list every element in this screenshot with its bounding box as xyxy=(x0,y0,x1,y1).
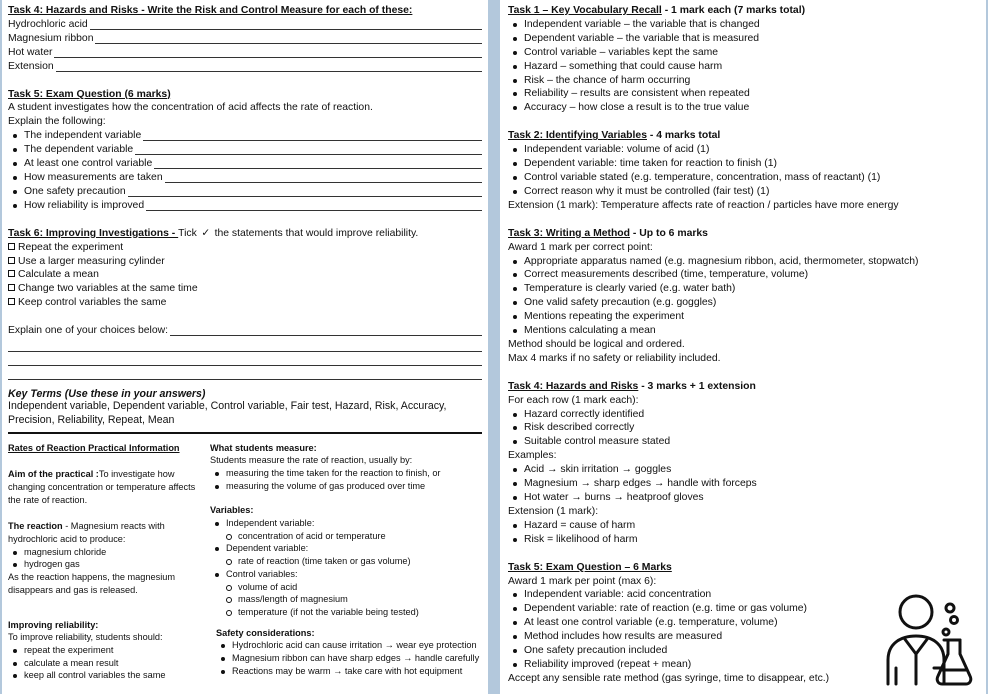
task5-row[interactable]: At least one control variable xyxy=(8,157,482,171)
key-terms-text: Independent variable, Dependent variable, Control variable, Fair test, Hazard, Risk, Accuracy, Precision, Reliability, Repeat, Mean xyxy=(8,399,447,426)
reliability-list xyxy=(8,644,210,682)
t3-heading: Task 3: Writing a Method - Up to 6 marks xyxy=(508,227,708,239)
list-item: calculate a mean result xyxy=(8,657,210,670)
scientist-icon xyxy=(882,588,974,686)
task6-option[interactable]: Repeat the experiment xyxy=(8,241,482,255)
task6-option[interactable]: Change two variables at the same time xyxy=(8,282,482,296)
list-item: Dependent variable: rate of reaction (e.g. time or gas volume) xyxy=(508,602,980,616)
t1-heading: Task 1 – Key Vocabulary Recall - 1 mark each (7 marks total) xyxy=(508,5,806,16)
list-item: keep all control variables the same xyxy=(8,669,210,682)
task5-intro: A student investigates how the concentration of acid affects the rate of reaction. xyxy=(8,102,373,114)
task6-explain-row[interactable]: Explain one of your choices below: xyxy=(8,324,482,338)
variables-list xyxy=(210,542,480,555)
info-column-2 xyxy=(210,442,480,683)
list-item: Hazard = cause of harm xyxy=(508,519,980,533)
list-item: Control variable stated (e.g. temperature, concentration, mass of reactant) (1) xyxy=(508,171,980,185)
worksheet-page xyxy=(2,0,488,694)
list-item: Appropriate apparatus named (e.g. magnesium ribbon, acid, thermometer, stopwatch) xyxy=(508,255,980,269)
list-item: Dependent variable – the variable that is measured xyxy=(508,32,980,46)
task6-option[interactable]: Calculate a mean xyxy=(8,268,482,282)
task5-instruction: Explain the following: xyxy=(8,116,106,128)
reliability-intro: To improve reliability, students should: xyxy=(8,632,163,643)
list-item: Independent variable – the variable that is changed xyxy=(508,18,980,32)
list-item: Accuracy – how close a result is to the true value xyxy=(508,101,980,115)
list-item: One safety precaution included xyxy=(508,644,980,658)
list-item: temperature (if not the variable being tested) xyxy=(210,606,480,619)
t3-note: Method should be logical and ordered. xyxy=(508,338,685,350)
list-item: Reliability improved (repeat + mean) xyxy=(508,658,980,672)
mark-scheme-page xyxy=(500,0,986,694)
list-item: Independent variable: acid concentration xyxy=(508,588,980,602)
checkbox[interactable] xyxy=(8,243,15,250)
t4-list xyxy=(508,408,980,450)
sub-list xyxy=(210,555,480,568)
reaction: The reaction - Magnesium reacts with hydrochloric acid to produce: xyxy=(8,521,165,545)
products-list xyxy=(8,546,210,571)
task4-row[interactable]: Hydrochloric acid xyxy=(8,18,482,32)
reliability-title: Improving reliability: xyxy=(8,619,99,630)
t4-extension-label: Extension (1 mark): xyxy=(508,505,599,517)
t3-note: Max 4 marks if no safety or reliability included. xyxy=(508,352,721,364)
t1-list xyxy=(508,18,980,115)
task5-row[interactable]: How measurements are taken xyxy=(8,171,482,185)
t2-extension: Extension (1 mark): Temperature affects rate of reaction / particles have more energy xyxy=(508,199,899,211)
list-item: Independent variable: xyxy=(210,517,480,530)
t2-list xyxy=(508,143,980,199)
list-item: Risk described correctly xyxy=(508,421,980,435)
list-item: repeat the experiment xyxy=(8,644,210,657)
aim: Aim of the practical :To investigate how changing concentration or temperature affects the rate of reaction. xyxy=(8,469,196,505)
t3-intro: Award 1 mark per correct point: xyxy=(508,241,653,253)
list-item: Control variable – variables kept the same xyxy=(508,46,980,60)
task5-list xyxy=(8,129,482,212)
t5-title: Task 5: Exam Question – 6 Marks xyxy=(508,561,672,573)
sub-list xyxy=(210,581,480,619)
list-item: magnesium chloride xyxy=(8,546,210,559)
tick-icon: ✓ xyxy=(201,227,211,239)
task5-row[interactable]: The dependent variable xyxy=(8,143,482,157)
safety-title: Safety considerations: xyxy=(216,627,315,638)
measure-intro: Students measure the rate of reaction, usually by: xyxy=(210,455,413,466)
variables-list xyxy=(210,517,480,530)
variables-list xyxy=(210,568,480,581)
list-item: Independent variable: volume of acid (1) xyxy=(508,143,980,157)
list-item: Control variables: xyxy=(210,568,480,581)
variables-title: Variables: xyxy=(210,505,254,516)
t2-heading: Task 2: Identifying Variables - 4 marks total xyxy=(508,130,721,142)
list-item: mass/length of magnesium xyxy=(210,593,480,606)
task5-title: Task 5: Exam Question (6 marks) xyxy=(8,88,171,100)
task4-title: Task 4: Hazards and Risks - Write the Risk and Control Measure for each of these: xyxy=(8,5,413,16)
list-item: measuring the volume of gas produced over time xyxy=(210,480,480,493)
task6-option[interactable]: Use a larger measuring cylinder xyxy=(8,255,482,269)
task4-row[interactable]: Hot water xyxy=(8,46,482,60)
list-item: Correct measurements described (time, temperature, volume) xyxy=(508,268,980,282)
list-item: Hazard – something that could cause harm xyxy=(508,60,980,74)
task4-list xyxy=(8,18,482,74)
task5-row[interactable]: How reliability is improved xyxy=(8,199,482,213)
answer-line[interactable] xyxy=(8,366,482,380)
practical-info xyxy=(8,442,482,683)
t3-list xyxy=(508,255,980,338)
list-item: volume of acid xyxy=(210,581,480,594)
list-item: Mentions calculating a mean xyxy=(508,324,980,338)
list-item: Correct reason why it must be controlled (fair test) (1) xyxy=(508,185,980,199)
list-item: measuring the time taken for the reaction to finish, or xyxy=(210,467,480,480)
list-item: Risk – the chance of harm occurring xyxy=(508,74,980,88)
t4-examples-label: Examples: xyxy=(508,450,557,462)
checkbox[interactable] xyxy=(8,257,15,264)
t4-examples xyxy=(508,463,980,505)
divider xyxy=(8,432,482,434)
t4-heading: Task 4: Hazards and Risks - 3 marks + 1 extension xyxy=(508,380,756,392)
task4-row[interactable]: Magnesium ribbon xyxy=(8,32,482,46)
answer-line[interactable] xyxy=(8,338,482,352)
list-item: Hydrochloric acid can cause irritation → wear eye protection xyxy=(216,639,480,652)
measure-list xyxy=(210,467,480,492)
list-item: Reactions may be warm → take care with hot equipment xyxy=(216,665,480,678)
list-item: Reliability – results are consistent when repeated xyxy=(508,87,980,101)
key-terms-title: Key Terms (Use these in your answers) xyxy=(8,387,206,400)
task6-title: Task 6: Improving Investigations - xyxy=(8,227,179,239)
list-item: Magnesium → sharp edges → handle with forceps xyxy=(508,477,980,491)
list-item: Suitable control measure stated xyxy=(508,435,980,449)
checkbox[interactable] xyxy=(8,298,15,305)
list-item: Hazard correctly identified xyxy=(508,408,980,422)
list-item: rate of reaction (time taken or gas volume) xyxy=(210,555,480,568)
t4-extension-list xyxy=(508,519,980,547)
list-item: concentration of acid or temperature xyxy=(210,530,480,543)
answer-line[interactable] xyxy=(8,352,482,366)
t5-closing: Accept any sensible rate method (gas syringe, time to disappear, etc.) xyxy=(508,672,830,684)
task4-row[interactable]: Extension xyxy=(8,60,482,74)
list-item: Hot water → burns → heatproof gloves xyxy=(508,491,980,505)
task6-options xyxy=(8,241,482,311)
task5-row[interactable]: One safety precaution xyxy=(8,185,482,199)
info-title: Rates of Reaction Practical Information xyxy=(8,442,180,453)
t5-intro: Award 1 mark per point (max 6): xyxy=(508,575,657,587)
checkbox[interactable] xyxy=(8,270,15,277)
list-item: Dependent variable: xyxy=(210,542,480,555)
list-item: Temperature is clearly varied (e.g. water bath) xyxy=(508,282,980,296)
list-item: At least one control variable (e.g. temperature, volume) xyxy=(508,616,980,630)
list-item: Acid → skin irritation → goggles xyxy=(508,463,980,477)
checkbox[interactable] xyxy=(8,284,15,291)
safety-list xyxy=(210,639,480,677)
t4-intro: For each row (1 mark each): xyxy=(508,394,639,406)
measure-title: What students measure: xyxy=(210,442,317,453)
list-item: One valid safety precaution (e.g. goggles) xyxy=(508,296,980,310)
sub-list xyxy=(210,530,480,543)
list-item: Mentions repeating the experiment xyxy=(508,310,980,324)
list-item: hydrogen gas xyxy=(8,558,210,571)
list-item: Dependent variable: time taken for reaction to finish (1) xyxy=(508,157,980,171)
task6-option[interactable]: Keep control variables the same xyxy=(8,296,482,310)
list-item: Risk = likelihood of harm xyxy=(508,533,980,547)
info-column-1 xyxy=(8,442,210,683)
list-item: Magnesium ribbon can have sharp edges → handle carefully xyxy=(216,652,480,665)
task6-heading: Task 6: Improving Investigations - Tick ✓ the statements that would improve reliability. xyxy=(8,227,419,239)
list-item: Method includes how results are measured xyxy=(508,630,980,644)
reaction-note: As the reaction happens, the magnesium disappears and gas is released. xyxy=(8,572,176,595)
task5-row[interactable]: The independent variable xyxy=(8,129,482,143)
